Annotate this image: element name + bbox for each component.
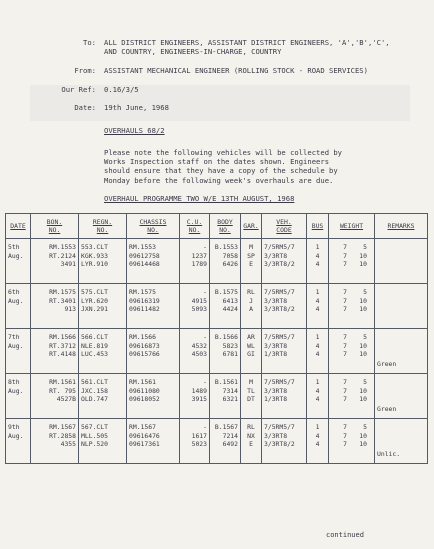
- gar-cell-line: AR: [247, 333, 255, 341]
- chassis-cell-line: 09615766: [129, 350, 160, 359]
- code-cell-line: 3/3RT8/2: [264, 305, 295, 314]
- cu-cell-line: 1617: [191, 431, 207, 440]
- weight-cell: [329, 419, 375, 464]
- body-cell-line: B.1567: [214, 423, 238, 431]
- col-code-header: VEH. CODE: [262, 214, 307, 239]
- weight-tons: 7: [343, 440, 347, 449]
- code-cell-line: 1/3RT8: [264, 395, 288, 404]
- cu-cell: [180, 419, 210, 464]
- date-cell: [6, 284, 31, 329]
- regn-cell-line: 575.CLT: [81, 288, 108, 296]
- table-row: [6, 374, 428, 419]
- weight-tons: 7: [343, 423, 347, 431]
- to-line-1: ALL DISTRICT ENGINEERS, ASSISTANT DISTRICT ENGINEERS, 'A','B','C',: [104, 38, 390, 47]
- weight-cwt: 10: [359, 296, 367, 305]
- chassis-cell-line: RM.1566: [129, 333, 156, 341]
- remarks-text: [377, 324, 425, 328]
- weight-cwt: 10: [359, 431, 367, 440]
- body-cell-line: B.1566: [214, 333, 238, 341]
- weight-tons: 7: [343, 305, 347, 314]
- bus-cell-line: 4: [315, 395, 320, 404]
- weight-line: [331, 350, 372, 359]
- gar-cell-line: J: [249, 296, 253, 305]
- date-cell: [6, 239, 31, 284]
- gar-cell-line: DT: [247, 395, 255, 404]
- cu-cell-line: -: [203, 423, 207, 431]
- gar-cell-line: A: [249, 305, 253, 314]
- weight-cwt: 10: [359, 350, 367, 359]
- bus-cell-line: 4: [315, 251, 320, 260]
- chassis-cell-line: 09614468: [129, 260, 160, 269]
- bon-cell-line: RM.1566: [49, 333, 76, 341]
- bon-cell-line: RT.2858: [49, 431, 76, 440]
- regn-cell: [79, 329, 127, 374]
- continued-note: continued: [326, 531, 364, 539]
- cu-cell-line: -: [203, 378, 207, 386]
- table-body: [6, 239, 428, 464]
- weight-cwt: 10: [359, 251, 367, 260]
- weight-cwt: 10: [359, 386, 367, 395]
- cu-cell-line: -: [203, 288, 207, 296]
- programme-title: OVERHAUL PROGRAMME TWO W/E 13TH AUGUST, 1968: [104, 194, 295, 203]
- code-cell-line: 7/5RM5/7: [264, 288, 295, 296]
- regn-cell: [79, 284, 127, 329]
- regn-cell-line: NLE.819: [81, 341, 108, 350]
- bus-cell-line: 1: [315, 333, 320, 341]
- remarks-text: Unlic.: [377, 450, 401, 459]
- bus-cell: [307, 419, 329, 464]
- weight-tons: 7: [343, 260, 347, 269]
- weight-tons: 7: [343, 350, 347, 359]
- body-cell-line: 7314: [222, 386, 238, 395]
- regn-cell-line: KGK.933: [81, 251, 108, 260]
- gar-cell: [241, 284, 262, 329]
- col-regn-header: REGN. NO.: [79, 214, 127, 239]
- date-cell-line: 8th: [8, 378, 20, 386]
- date-cell-line: Aug.: [8, 296, 24, 305]
- regn-cell-line: MLL.505: [81, 431, 108, 440]
- cu-cell-line: 4503: [191, 350, 207, 359]
- date-cell-line: Aug.: [8, 386, 24, 395]
- weight-tons: 7: [343, 386, 347, 395]
- gar-cell-line: TL: [247, 386, 255, 395]
- code-cell: [262, 374, 307, 419]
- cu-cell-line: -: [203, 333, 207, 341]
- code-cell-line: 3/3RT8: [264, 296, 288, 305]
- gar-cell: [241, 239, 262, 284]
- cu-cell-line: 5023: [191, 440, 207, 449]
- weight-cwt: 10: [359, 305, 367, 314]
- weight-cwt: 5: [363, 378, 367, 386]
- cu-cell-line: 5093: [191, 305, 207, 314]
- bus-cell: [307, 239, 329, 284]
- bus-cell-line: 1: [315, 243, 320, 251]
- chassis-cell-line: 09617361: [129, 440, 160, 449]
- cu-cell-line: 4532: [191, 341, 207, 350]
- code-cell-line: 1/3RT8: [264, 350, 288, 359]
- body-cell-line: 7214: [222, 431, 238, 440]
- weight-cwt: 10: [359, 440, 367, 449]
- regn-cell: [79, 374, 127, 419]
- weight-line: [331, 297, 372, 306]
- bon-cell-line: RT.2124: [49, 251, 76, 260]
- overhaul-schedule-table: [5, 213, 428, 464]
- chassis-cell-line: 09616319: [129, 296, 160, 305]
- date-cell-line: 5th: [8, 243, 20, 251]
- remarks-text: Green: [377, 405, 397, 414]
- to-line-2: AND COUNTRY, ENGINEERS-IN-CHARGE, COUNTRY: [104, 47, 282, 56]
- cu-cell: [180, 329, 210, 374]
- gar-cell-line: E: [249, 260, 253, 269]
- gar-cell: [241, 329, 262, 374]
- remarks-cell: [375, 374, 428, 419]
- date-cell-line: Aug.: [8, 341, 24, 350]
- code-cell-line: 3/3RT8: [264, 431, 288, 440]
- chassis-cell-line: 09618052: [129, 395, 160, 404]
- bus-cell-line: 4: [315, 440, 320, 449]
- col-gar-header: GAR.: [241, 214, 262, 239]
- bus-cell-line: 4: [315, 296, 320, 305]
- body-cell-line: B.1561: [214, 378, 238, 386]
- body-cell-line: 6413: [222, 296, 238, 305]
- instruction-note: [104, 148, 404, 185]
- col-weight-header: WEIGHT: [329, 214, 375, 239]
- subject-heading: OVERHAULS 68/2: [104, 126, 165, 135]
- weight-line: [331, 333, 372, 342]
- regn-cell-line: 566.CLT: [81, 333, 108, 341]
- body-cell-line: B.1553: [214, 243, 238, 251]
- bus-cell-line: 4: [315, 260, 320, 269]
- bon-cell-line: RM.1567: [49, 423, 76, 431]
- date-cell-line: 9th: [8, 423, 20, 431]
- note-line: Please note the following vehicles will be collected by: [104, 148, 342, 157]
- body-cell-line: 6781: [222, 350, 238, 359]
- table-row: [6, 284, 428, 329]
- code-cell-line: 7/5RM5/7: [264, 423, 295, 431]
- bus-cell-line: 1: [315, 288, 320, 296]
- chassis-cell: [127, 239, 180, 284]
- chassis-cell-line: 09611080: [129, 386, 160, 395]
- bon-cell-line: RM.1553: [49, 243, 76, 251]
- bus-cell-line: 1: [315, 378, 320, 386]
- chassis-cell: [127, 329, 180, 374]
- weight-line: [331, 423, 372, 432]
- bus-cell-line: 4: [315, 431, 320, 440]
- weight-tons: 7: [343, 251, 347, 260]
- gar-cell-line: GI: [247, 350, 255, 359]
- table-header-row: [6, 214, 428, 239]
- col-bon-header: BON. NO.: [31, 214, 79, 239]
- table-row: [6, 419, 428, 464]
- cu-cell-line: 1789: [191, 260, 207, 269]
- weight-cwt: 10: [359, 341, 367, 350]
- table-row: [6, 239, 428, 284]
- weight-tons: 7: [343, 341, 347, 350]
- from-text: ASSISTANT MECHANICAL ENGINEER (ROLLING STOCK - ROAD SERVICES): [104, 66, 368, 75]
- code-cell-line: 3/3RT8/2: [264, 260, 295, 269]
- code-cell-line: 3/3RT8: [264, 251, 288, 260]
- bon-cell: [31, 239, 79, 284]
- chassis-cell-line: RM.1567: [129, 423, 156, 431]
- bon-cell: [31, 374, 79, 419]
- weight-tons: 7: [343, 333, 347, 341]
- weight-cwt: 5: [363, 288, 367, 296]
- code-cell-line: 7/5RM5/7: [264, 333, 295, 341]
- bon-cell-line: RT.3401: [49, 296, 76, 305]
- weight-line: [331, 378, 372, 387]
- gar-cell-line: M: [249, 378, 253, 386]
- gar-cell-line: WL: [247, 341, 255, 350]
- regn-cell-line: LYR.620: [81, 296, 108, 305]
- weight-cwt: 10: [359, 260, 367, 269]
- bon-cell-line: RT. 795: [49, 386, 76, 395]
- bon-cell-line: RM.1575: [49, 288, 76, 296]
- date-cell: [6, 329, 31, 374]
- code-cell-line: 7/5RM5/7: [264, 378, 295, 386]
- bon-cell: [31, 329, 79, 374]
- bus-cell-line: 4: [315, 305, 320, 314]
- body-cell-line: 6492: [222, 440, 238, 449]
- body-cell-line: 6321: [222, 395, 238, 404]
- chassis-cell: [127, 284, 180, 329]
- note-line: Monday before the following week's overhauls are due.: [104, 175, 334, 185]
- regn-cell-line: OLD.747: [81, 395, 108, 404]
- remarks-cell: [375, 329, 428, 374]
- weight-cell: [329, 239, 375, 284]
- body-cell: [210, 374, 241, 419]
- cu-cell: [180, 239, 210, 284]
- chassis-cell: [127, 419, 180, 464]
- body-cell-line: 5823: [222, 341, 238, 350]
- from-label: From:: [74, 66, 96, 75]
- weight-tons: 7: [343, 395, 347, 404]
- remarks-cell: [375, 284, 428, 329]
- regn-cell-line: JXC.158: [81, 386, 108, 395]
- chassis-cell-line: RM.1553: [129, 243, 156, 251]
- col-remarks-header: REMARKS: [375, 214, 428, 239]
- date-cell-line: 7th: [8, 333, 20, 341]
- body-cell-line: 4424: [222, 305, 238, 314]
- weight-cell: [329, 374, 375, 419]
- regn-cell-line: LUC.453: [81, 350, 108, 359]
- gar-cell-line: RL: [247, 288, 255, 296]
- weight-tons: 7: [343, 378, 347, 386]
- cu-cell-line: 1489: [191, 386, 207, 395]
- chassis-cell-line: 09612758: [129, 251, 160, 260]
- chassis-cell-line: RM.1575: [129, 288, 156, 296]
- gar-cell: [241, 374, 262, 419]
- gar-cell-line: SP: [247, 251, 255, 260]
- body-cell: [210, 284, 241, 329]
- weight-line: [331, 260, 372, 269]
- remarks-text: [377, 279, 425, 283]
- gar-cell-line: M: [249, 243, 253, 251]
- cu-cell-line: -: [203, 243, 207, 251]
- bus-cell: [307, 329, 329, 374]
- cu-cell-line: 1237: [191, 251, 207, 260]
- bon-cell-line: 4527B: [56, 395, 76, 404]
- date-cell-line: Aug.: [8, 251, 24, 260]
- note-line: Works Inspection staff on the dates shown. Engineers: [104, 157, 330, 167]
- weight-line: [331, 395, 372, 404]
- regn-cell-line: 567.CLT: [81, 423, 108, 431]
- code-cell: [262, 329, 307, 374]
- cu-cell: [180, 284, 210, 329]
- body-cell: [210, 419, 241, 464]
- gar-cell-line: RL: [247, 423, 255, 431]
- note-line: should ensure that they have a copy of the schedule by: [104, 166, 338, 176]
- col-cu-header: C.U. NO.: [180, 214, 210, 239]
- bon-cell-line: RT.4148: [49, 350, 76, 359]
- table-row: [6, 329, 428, 374]
- bon-cell: [31, 419, 79, 464]
- regn-cell-line: LYR.910: [81, 260, 108, 269]
- weight-line: [331, 305, 372, 314]
- code-cell: [262, 284, 307, 329]
- weight-line: [331, 387, 372, 396]
- body-cell: [210, 239, 241, 284]
- weight-line: [331, 252, 372, 261]
- weight-line: [331, 432, 372, 441]
- regn-cell-line: JXN.291: [81, 305, 108, 314]
- chassis-cell: [127, 374, 180, 419]
- chassis-cell-line: 09616873: [129, 341, 160, 350]
- regn-cell-line: 553.CLT: [81, 243, 108, 251]
- code-cell: [262, 239, 307, 284]
- cu-cell-line: 3915: [191, 395, 207, 404]
- col-date-header: DATE: [6, 214, 31, 239]
- col-bus-header: BUS: [307, 214, 329, 239]
- weight-cwt: 5: [363, 243, 367, 251]
- weight-tons: 7: [343, 243, 347, 251]
- regn-cell-line: 561.CLT: [81, 378, 108, 386]
- weight-cwt: 5: [363, 423, 367, 431]
- bus-cell-line: 4: [315, 341, 320, 350]
- date-label: Date:: [74, 103, 96, 112]
- weight-cell: [329, 329, 375, 374]
- remarks-cell: [375, 239, 428, 284]
- weight-line: [331, 440, 372, 449]
- date-cell: [6, 374, 31, 419]
- date-cell: [6, 419, 31, 464]
- bus-cell-line: 4: [315, 350, 320, 359]
- regn-cell: [79, 419, 127, 464]
- ref-value: 0.16/3/5: [104, 85, 139, 94]
- weight-line: [331, 342, 372, 351]
- gar-cell-line: NX: [247, 431, 255, 440]
- chassis-cell-line: 09616476: [129, 431, 160, 440]
- date-cell-line: Aug.: [8, 431, 24, 440]
- chassis-cell-line: 09611482: [129, 305, 160, 314]
- cu-cell-line: 4915: [191, 296, 207, 305]
- col-chassis-header: CHASSIS NO.: [127, 214, 180, 239]
- gar-cell-line: E: [249, 440, 253, 449]
- weight-line: [331, 243, 372, 252]
- weight-cwt: 10: [359, 395, 367, 404]
- bus-cell-line: 1: [315, 423, 320, 431]
- remarks-cell: [375, 419, 428, 464]
- to-label: To:: [83, 38, 96, 47]
- bon-cell: [31, 284, 79, 329]
- remarks-text: Green: [377, 360, 397, 369]
- weight-cell: [329, 284, 375, 329]
- bus-cell: [307, 374, 329, 419]
- bus-cell-line: 4: [315, 386, 320, 395]
- regn-cell-line: NLP.520: [81, 440, 108, 449]
- bon-cell-line: 4355: [60, 440, 76, 449]
- col-body-header: BODY NO.: [210, 214, 241, 239]
- bon-cell-line: 3491: [60, 260, 76, 269]
- regn-cell: [79, 239, 127, 284]
- weight-line: [331, 288, 372, 297]
- bus-cell: [307, 284, 329, 329]
- bon-cell-line: 913: [64, 305, 76, 314]
- weight-cwt: 5: [363, 333, 367, 341]
- code-cell-line: 3/3RT8: [264, 386, 288, 395]
- date-cell-line: 6th: [8, 288, 20, 296]
- bon-cell-line: RM.1561: [49, 378, 76, 386]
- code-cell-line: 3/3RT8/2: [264, 440, 295, 449]
- code-cell: [262, 419, 307, 464]
- date-value: 19th June, 1968: [104, 103, 169, 112]
- code-cell-line: 3/3RT8: [264, 341, 288, 350]
- bon-cell-line: RT.3712: [49, 341, 76, 350]
- body-cell: [210, 329, 241, 374]
- weight-tons: 7: [343, 431, 347, 440]
- body-cell-line: 7058: [222, 251, 238, 260]
- body-cell-line: B.1575: [214, 288, 238, 296]
- cu-cell: [180, 374, 210, 419]
- chassis-cell-line: RM.1561: [129, 378, 156, 386]
- body-cell-line: 6426: [222, 260, 238, 269]
- gar-cell: [241, 419, 262, 464]
- weight-tons: 7: [343, 288, 347, 296]
- ref-label: Our Ref:: [61, 85, 96, 94]
- code-cell-line: 7/5RM5/7: [264, 243, 295, 251]
- weight-tons: 7: [343, 296, 347, 305]
